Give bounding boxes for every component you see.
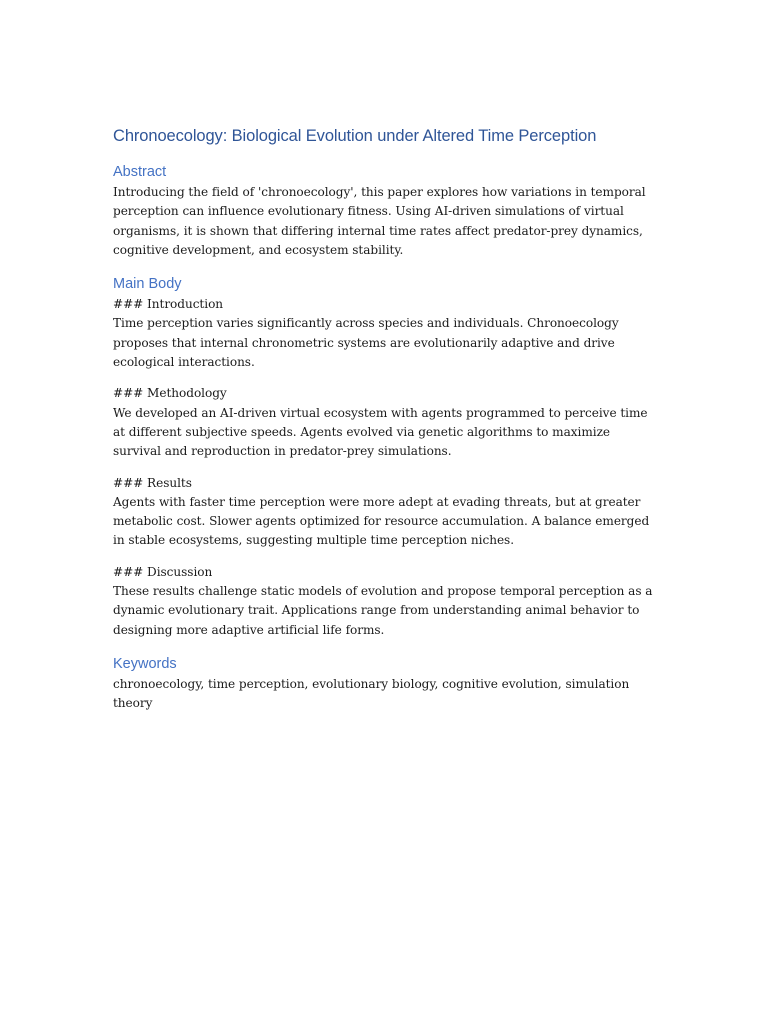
document-title: Chronoecology: Biological Evolution under Altered Time Perception: [113, 127, 597, 145]
abstract-heading: Abstract: [113, 164, 167, 180]
methodology-subheading: ### Methodology: [113, 386, 227, 401]
results-subheading: ### Results: [113, 475, 192, 490]
keywords-heading: Keywords: [113, 655, 177, 672]
main-body-heading: Main Body: [113, 276, 182, 293]
discussion-subheading: ### Discussion: [113, 564, 213, 579]
results-text: Agents with faster time perception were more adept at evading threats, but at greater metabolic cost. Slower agents optimized for resource accumulation. A balance emerged in stable ecosystems, suggesting multiple time perception niches.: [113, 494, 650, 548]
methodology-text: We developed an AI-driven virtual ecosystem with agents programmed to perceive time at different subjective speeds. Agents evolved via genetic algorithms to maximize survival and reproduction in predator-prey simulations.: [113, 405, 648, 459]
keywords-text: chronoecology, time perception, evolutionary biology, cognitive evolution, simulation theory: [113, 676, 630, 711]
discussion-text: These results challenge static models of evolution and propose temporal perception as a dynamic evolutionary trait. Applications range from understanding animal behavior to designing more adaptive artificial life forms.: [113, 584, 653, 637]
introduction-text: Time perception varies significantly across species and individuals. Chronoecology proposes that internal chronometric systems are evolutionarily adaptive and drive ecological interactions.: [113, 316, 619, 370]
introduction-subheading: ### Introduction: [113, 297, 224, 312]
abstract-text: Introducing the field of 'chronoecology', this paper explores how variations in temporal perception can influence evolutionary fitness. Using AI-driven simulations of virtual organisms, it is shown that differing internal time rates affect predator-prey dynamics, cognitive development, and ecosystem stability.: [113, 185, 646, 257]
